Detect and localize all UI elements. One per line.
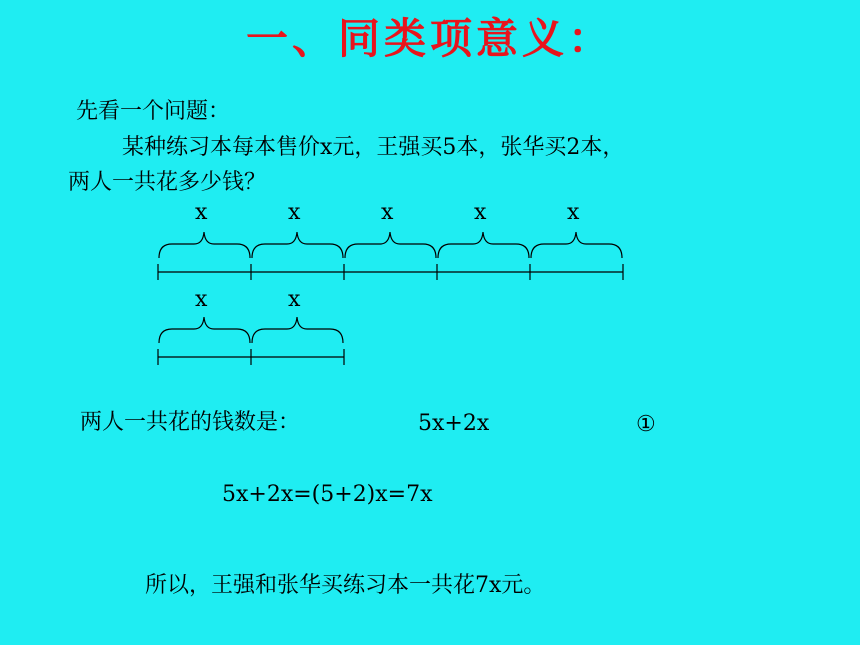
row2-brace bbox=[159, 317, 250, 343]
problem-line-2: 两人一共花多少钱？ bbox=[68, 170, 267, 195]
row1-label-x: x bbox=[195, 200, 208, 225]
intro-text: 先看一个问题： bbox=[76, 99, 231, 124]
row1-label-x: x bbox=[288, 200, 301, 225]
conclusion: 所以，王强和张华买练习本一共花7x元。 bbox=[145, 573, 546, 598]
row1-brace bbox=[438, 232, 529, 258]
problem-line-1: 某种练习本每本售价x元，王强买5本，张华买2本， bbox=[122, 135, 625, 160]
total-label: 两人一共花的钱数是： bbox=[80, 410, 301, 435]
row1-brace bbox=[252, 232, 343, 258]
row1-brace bbox=[345, 232, 436, 258]
row1-brace bbox=[531, 232, 622, 258]
slide-title: 一、同类项意义： bbox=[245, 14, 614, 63]
simplification: 5x+2x=(5+2)x=7x bbox=[222, 482, 433, 507]
equation-marker: ① bbox=[636, 412, 656, 437]
row1-brace bbox=[159, 232, 250, 258]
row2-brace bbox=[252, 317, 343, 343]
row1-label-x: x bbox=[567, 200, 580, 225]
expression: 5x+2x bbox=[418, 411, 490, 436]
row2-label-x: x bbox=[288, 287, 301, 312]
row2-label-x: x bbox=[195, 287, 208, 312]
row1-label-x: x bbox=[474, 200, 487, 225]
row1-label-x: x bbox=[381, 200, 394, 225]
